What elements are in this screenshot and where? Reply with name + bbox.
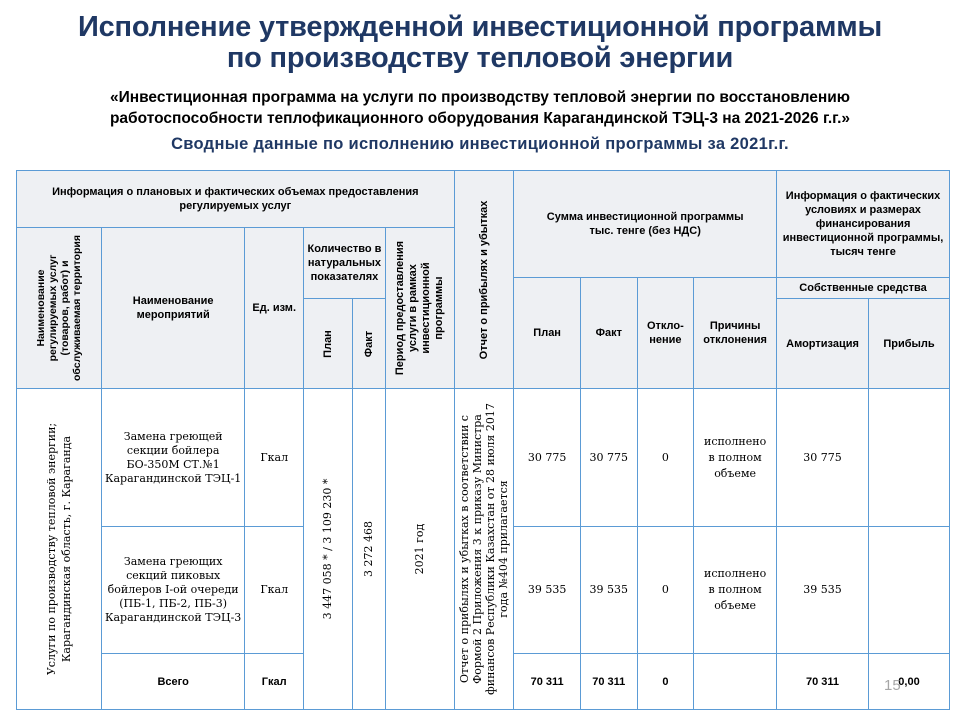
header-activity-name: Наименование мероприятий	[101, 228, 245, 389]
table-row-1-unit: Гкал	[245, 389, 304, 527]
service-description-cell	[17, 389, 102, 710]
table-row-2-reason-text: исполнено в полном объеме	[703, 567, 767, 612]
table-row-2-plan: 39 535	[514, 527, 581, 654]
table-row-2-fact: 39 535	[580, 527, 637, 654]
header-qty-fact-text: Факт	[362, 330, 375, 357]
table-row-1-activity: Замена греющей секции бойлера БО-350М СТ.№1 Карагандинской ТЭЦ-1	[101, 389, 245, 527]
table-row-1-fact: 30 775	[580, 389, 637, 527]
total-row-unit: Гкал	[245, 654, 304, 710]
total-row-fact: 70 311	[580, 654, 637, 710]
qty-plan-value-cell	[304, 389, 353, 710]
total-row-plan: 70 311	[514, 654, 581, 710]
qty-fact-value: 3 272 468	[361, 521, 375, 577]
table-row-1-reason-text: исполнено в полном объеме	[703, 434, 767, 480]
header-period-text: Период предоставления услуги в рамках инвестиционной программы	[393, 240, 445, 376]
page-number: 15	[884, 677, 901, 694]
table-row-1-plan: 30 775	[514, 389, 581, 527]
header-plan: План	[514, 278, 581, 389]
header-deviation-reasons: Причины отклонения	[694, 278, 777, 389]
header-qty-plan	[304, 299, 353, 389]
program-name-line2: работоспособности теплофикационного оборудования Карагандинской ТЭЦ-3 на 2021-2026 г.г.»	[109, 110, 851, 127]
table-row-2-deviation: 0	[637, 527, 694, 654]
header-profit-report	[454, 171, 514, 389]
header-amortization: Амортизация	[777, 299, 869, 389]
program-name-line1: «Инвестиционная программа на услуги по производству тепловой энергии по восстановлению	[109, 89, 851, 106]
header-financing-info: Информация о фактических условиях и размерах финансирования инвестиционной программы, тысяч тенге	[777, 171, 950, 278]
table-row-2-profit	[869, 527, 950, 654]
header-quantity: Количество в натуральных показателях	[304, 228, 386, 299]
header-period	[385, 228, 454, 389]
table-row-1-amortization: 30 775	[777, 389, 869, 527]
header-deviation	[637, 278, 694, 389]
header-investment-sum	[514, 171, 777, 278]
header-service-name	[17, 228, 102, 389]
table-row-2-reason	[694, 527, 777, 654]
table-row-1-profit	[869, 389, 950, 527]
summary-heading: Сводные данные по исполнению инвестиционной программы за 2021г.г.	[171, 135, 789, 153]
slide-title-line2: по производству тепловой энергии	[226, 42, 734, 74]
report-text: Отчет о прибылях и убытках в соответствии с Формой 2 Приложения 3 к приказу Министра финансов Республики Казахстан от 28 июля 2017 года №404 прилагается	[457, 403, 510, 695]
header-own-funds: Собственные средства	[777, 278, 950, 299]
header-volumes-group: Информация о плановых и фактических объемах предоставления регулируемых услуг	[17, 171, 455, 228]
header-qty-fact	[352, 299, 385, 389]
header-deviation-text: Откло-нение	[646, 320, 684, 346]
table-row-2-unit: Гкал	[245, 527, 304, 654]
service-description-text: Услуги по производству тепловой энергии; Карагандинская область, г. Караганда	[44, 422, 73, 676]
report-text-cell	[454, 389, 514, 710]
table-row-2-amortization: 39 535	[777, 527, 869, 654]
header-service-name-text: Наименование регулируемых услуг (товаров, работ) и обслуживаемая территория	[34, 234, 83, 382]
investment-table	[16, 170, 950, 710]
header-unit: Ед. изм.	[245, 228, 304, 389]
header-profit-report-text: Отчет о прибылях и убытках	[477, 200, 490, 359]
header-investment-sum-text: Сумма инвестиционной программы тыс. тенге (без НДС)	[546, 211, 744, 237]
table-row-1-deviation: 0	[637, 389, 694, 527]
period-value: 2021 год	[412, 523, 426, 575]
table-row-2-activity: Замена греющих секций пиковых бойлеров I-ой очереди (ПБ-1, ПБ-2, ПБ-3) Карагандинской ТЭЦ-3	[101, 527, 245, 654]
header-profit: Прибыль	[869, 299, 950, 389]
header-fact: Факт	[580, 278, 637, 389]
period-value-cell	[385, 389, 454, 710]
slide-title-line1: Исполнение утвержденной инвестиционной программы	[77, 11, 883, 43]
total-row-label: Всего	[101, 654, 245, 710]
total-row-reason	[694, 654, 777, 710]
total-row-amortization: 70 311	[777, 654, 869, 710]
qty-plan-value: 3 447 058 * / 3 109 230 *	[320, 478, 334, 620]
table-row-1-reason	[694, 389, 777, 527]
qty-fact-value-cell	[352, 389, 385, 710]
total-row-profit: 0,00	[869, 654, 950, 710]
total-row-deviation: 0	[637, 654, 694, 710]
header-qty-plan-text: План	[321, 329, 334, 358]
